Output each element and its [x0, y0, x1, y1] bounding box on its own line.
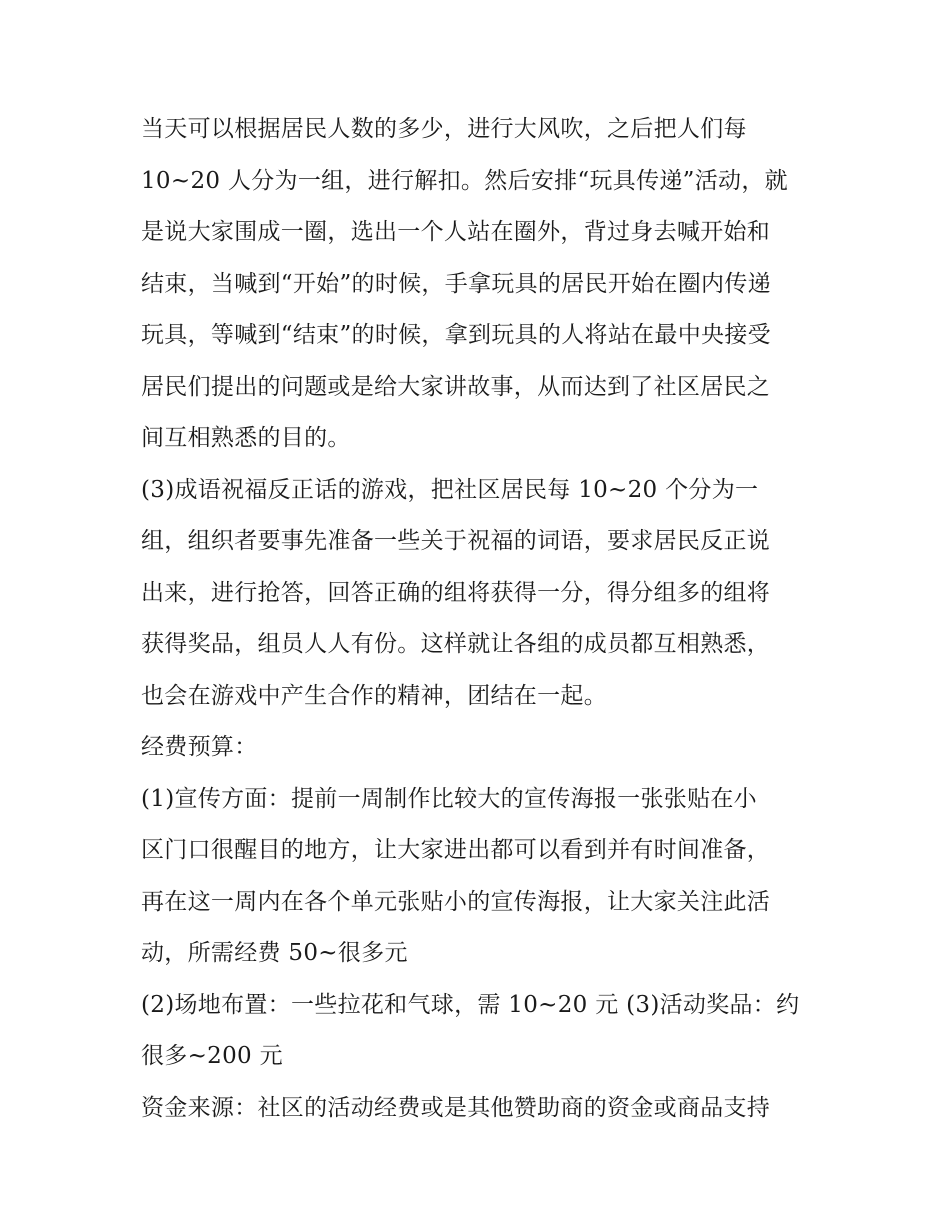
text-line: 组，组织者要事先准备一些关于祝福的词语，要求居民反正说	[141, 528, 771, 554]
text-line: 是说大家围成一圈，选出一个人站在圈外，背过身去喊开始和	[141, 219, 771, 245]
text-line: 很多~200 元	[141, 1043, 283, 1069]
text-line: (1)宣传方面：提前一周制作比较大的宣传海报一张张贴在小	[141, 785, 757, 812]
text-line: 结束，当喊到“开始”的时候，手拿玩具的居民开始在圈内传递	[141, 270, 771, 297]
text-line: 10~20 人分为一组，进行解扣。然后安排“玩具传递”活动，就	[141, 167, 788, 194]
text-line: 获得奖品，组员人人有份。这样就让各组的成员都互相熟悉，	[141, 631, 771, 657]
section-heading: 经费预算：	[141, 734, 258, 760]
text-line: 玩具，等喊到“结束”的时候，拿到玩具的人将站在最中央接受	[141, 322, 771, 348]
text-line: 当天可以根据居民人数的多少，进行大风吹，之后把人们每	[141, 116, 747, 142]
text-line: 也会在游戏中产生合作的精神，团结在一起。	[141, 682, 607, 709]
text-line: (2)场地布置：一些拉花和气球，需 10~20 元 (3)活动奖品：约	[141, 991, 800, 1018]
text-line: 居民们提出的问题或是给大家讲故事，从而达到了社区居民之	[141, 373, 771, 400]
text-line: 间互相熟悉的目的。	[141, 425, 351, 451]
document-body	[141, 104, 821, 1134]
text-line: 动，所需经费 50~很多元	[141, 940, 408, 966]
text-line: (3)成语祝福反正话的游戏，把社区居民每 10~20 个分为一	[141, 476, 759, 503]
text-line: 再在这一周内在各个单元张贴小的宣传海报，让大家关注此活	[141, 888, 771, 915]
text-line: 出来，进行抢答，回答正确的组将获得一分，得分组多的组将	[141, 579, 771, 606]
text-line: 区门口很醒目的地方，让大家进出都可以看到并有时间准备，	[141, 837, 771, 863]
text-line: 资金来源：社区的活动经费或是其他赞助商的资金或商品支持	[141, 1094, 771, 1121]
